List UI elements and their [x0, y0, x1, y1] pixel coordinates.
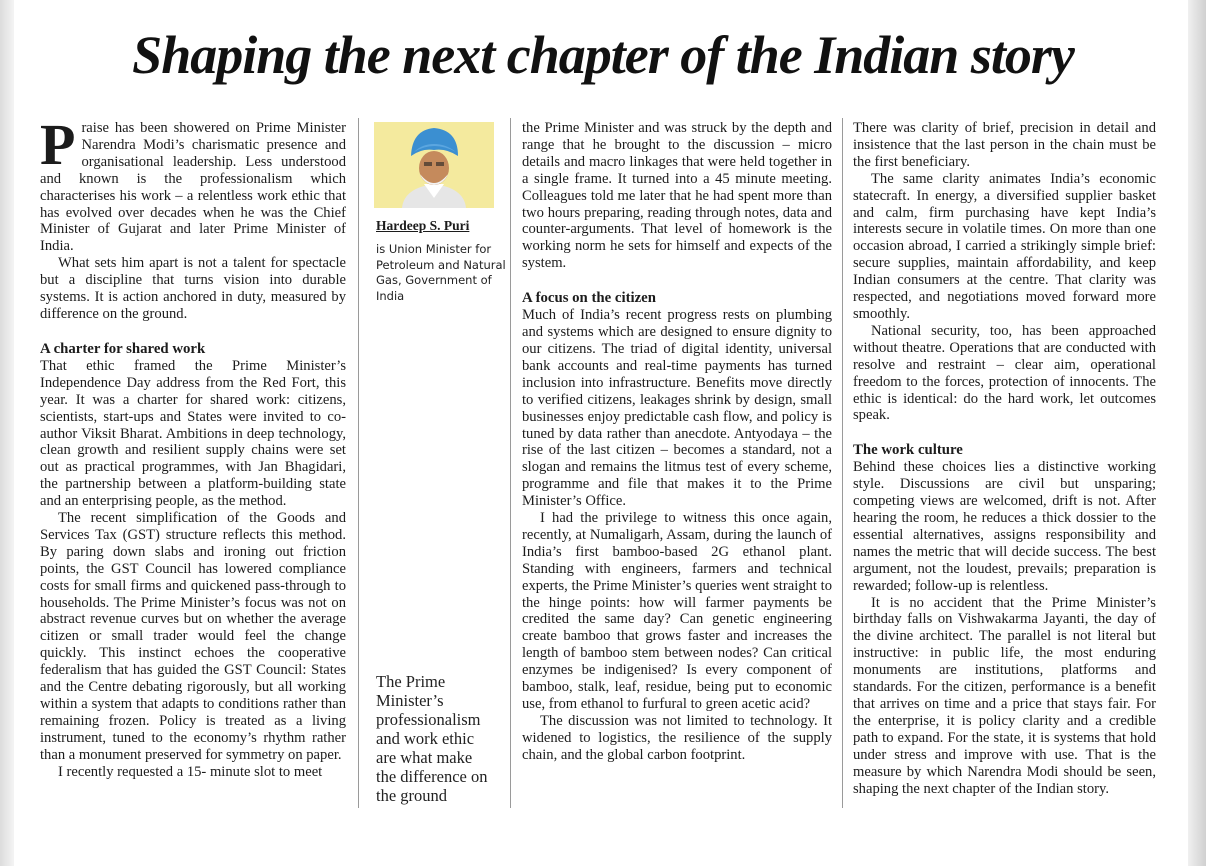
author-portrait-image: [374, 122, 494, 208]
pull-quote: The Prime Minister’s professionalism and work ethic are what make the difference on the ground: [376, 672, 488, 805]
paragraph: National security, too, has been approached without theatre. Operations that are conducted with resolve and restraint – clear aim, operational freedom to the forces, protection of innocents. The ethic is identical: do the hard work, let outcomes speak.: [853, 322, 1156, 424]
paragraph: The recent simplification of the Goods and Services Tax (GST) structure reflects this method. By paring down slabs and ironing out friction points, the GST Council has lowered compliance costs for small firms and quickened pass-through to households. The Prime Minister’s focus was not on abstract revenue curves but on whether the average citizen or small trader would feel the change quickly. This instinct echoes the cooperative federalism that has guided the GST Council: States and the Centre debating rigorously, but all working within a system that adapts to conditions rather than remaining frozen. Policy is treated as a living instrument, tuned to the economy’s rhythm rather than a monument preserved for symmetry on paper.: [40, 510, 346, 763]
paragraph: There was clarity of brief, precision in detail and insistence that the last person in the chain must be the first beneficiary.: [853, 120, 1156, 170]
subheading: The work culture: [853, 442, 963, 459]
author-photo: [374, 122, 494, 208]
drop-cap: P: [40, 112, 76, 177]
page-edge-right: [1188, 0, 1206, 866]
article-column-3: [522, 120, 832, 764]
article-column-4: [853, 120, 1156, 797]
subheading: A focus on the citizen: [522, 290, 656, 307]
paragraph: It is no accident that the Prime Minister’s birthday falls on Vishwakarma Jayanti, the day of the divine architect. The parallel is not literal but instructive: in public life, the most enduring monuments are institutions, platforms and standards. For the citizen, performance is a benefit that arrives on time and a price that stays fair. For the enterprise, it is policy clarity and a credible path to expand. For the state, it is systems that hold under stress and improve with use. That is the measure by which Narendra Modi should be seen, shaping the next chapter of the Indian story.: [853, 594, 1156, 797]
headline: Shaping the next chapter of the Indian story: [132, 25, 1074, 85]
paragraph: the Prime Minister and was struck by the depth and range that he brought to the discussion – micro details and macro linkages that were held together in a single frame. It turned into a 45 minute meeting. Colleagues told me later that he had spent more than two hours preparing, reading through notes, data and counter-arguments. That level of homework is the working norm he sets for himself and expects of the system.: [522, 120, 832, 272]
article-column-1: [40, 112, 346, 781]
author-description: is Union Minister for Petroleum and Natural Gas, Government of India: [376, 242, 506, 303]
subheading: A charter for shared work: [40, 340, 206, 357]
paragraph-text: raise has been showered on Prime Minister Narendra Modi’s charismatic presence and organisational leadership. Less understood and known is the professionalism which characterises his work – a relentless work ethic that has evolved over decades when he was the Chief Minister of Gujarat and later Prime Minister of India.: [40, 120, 346, 255]
paragraph: Much of India’s recent progress rests on plumbing and systems which are designed to ensure dignity to our citizens. The triad of digital identity, universal bank accounts and real-time payments has turned inclusion into infrastructure. Benefits move directly to verified citizens, leakages shrink by design, small businesses enjoy predictable cash flow, and policy is tuned by data rather than anecdote. Antyodaya – the rise of the last citizen – becomes a standard, not a slogan and remains the litmus test of every scheme, programme and file that makes it to the Prime Minister’s Office.: [522, 307, 832, 510]
column-divider: [842, 118, 843, 808]
paragraph: I recently requested a 15- minute slot to meet: [58, 763, 323, 780]
paragraph: That ethic framed the Prime Minister’s Independence Day address from the Red Fort, this year. It was a charter for shared work: citizens, scientists, start-ups and States were invited to co-author Viksit Bharat. Ambitions in deep technology, clean growth and resilient supply chains were set out as practical programmes, with Jan Bhagidari, the partnership between a platform-building state and an enterprising people, as the method.: [40, 357, 346, 510]
paragraph: [40, 112, 346, 255]
author-name: Hardeep S. Puri: [376, 218, 470, 233]
paragraph: The discussion was not limited to technology. It widened to logistics, the resilience of the supply chain, and the global carbon footprint.: [522, 712, 832, 763]
page-edge-left: [0, 0, 14, 866]
paragraph: The same clarity animates India’s economic statecraft. In energy, a diversified supplier basket and calm, firm purchasing have kept India’s interests secure in volatile times. On more than one occasion abroad, I carried a strikingly simple brief: secure supplies, maintain affordability, and keep Indian consumers at the centre. That clarity was respected, and negotiations moved forward more smoothly.: [853, 170, 1156, 322]
paragraph: What sets him apart is not a talent for spectacle but a discipline that turns vision into durable systems. It is action anchored in duty, measured by difference on the ground.: [40, 255, 346, 322]
paragraph: I had the privilege to witness this once again, recently, at Numaligarh, Assam, during the launch of India’s first bamboo-based 2G ethanol plant. Standing with engineers, farmers and technical experts, the Prime Minister’s queries went straight to the hinge points: how will farmer payments be credited the same day? Can genetic engineering create bamboo that grows faster and increases the length of bamboo stem between nodes? Can critical enzymes be indigenised? Is every component of bamboo, stalk, leaf, residue, being put to economic use, from ethanol to furfural to green acetic acid?: [522, 510, 832, 712]
column-divider: [358, 118, 359, 808]
column-divider: [510, 118, 511, 808]
paragraph: Behind these choices lies a distinctive working style. Discussions are civil but unsparing; competing views are welcomed, drift is not. After hearing the room, he reduces a thick dossier to the essential alternatives, assigns responsibility and names the metric that will decide success. The best argument, not the loudest, prevails; preparation is rewarded; follow-up is relentless.: [853, 459, 1156, 594]
